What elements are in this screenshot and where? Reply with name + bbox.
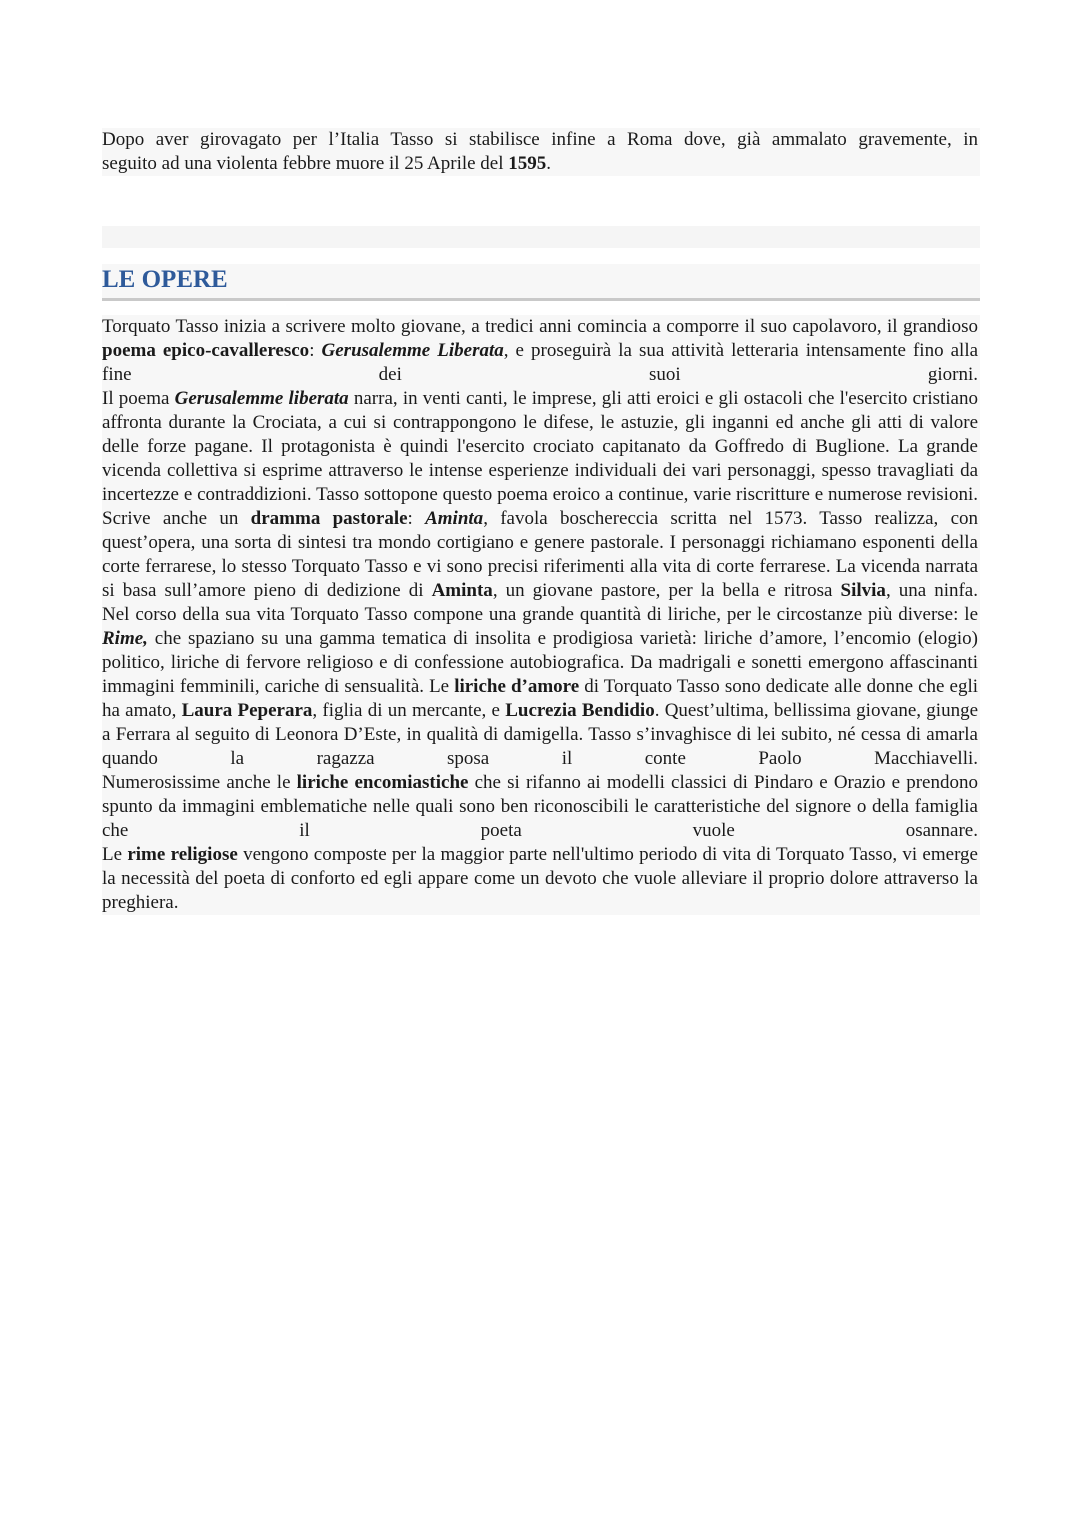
paragraph-rime: Nel corso della sua vita Torquato Tasso compone una grande quantità di liriche, per le circostanze più diverse: le Rime, che spaziano su una gamma tematica di insolita e prodigiosa varietà: liriche d’amore, l’encomio (elogio) politico, liriche di fervore religioso e di confessione autobiografica. Da madrigali e sonetti emergono affascinanti immagini femminili, cariche di sensualità. Le liriche d’amore di Torquato Tasso sono dedicate alle donne che egli ha amato, Laura Peperara, figlia di un mercante, e Lucrezia Bendidio. Quest’ultima, bellissima giovane, giunge a Ferrara al seguito di Leonora D’Este, in qualità di damigella. Tasso s’invaghisce di lei subito, né cessa di amarla quando la ragazza sposa il conte Paolo Macchiavelli. [102, 604, 979, 769]
intro-line-2: seguito ad una violenta febbre muore il 25 Aprile del 1595. [102, 153, 552, 174]
term-liriche-amore: liriche d’amore [454, 676, 580, 697]
paragraph-encomiastiche: Numerosissime anche le liriche encomiastiche che si rifanno ai modelli classici di Pindaro e Orazio e prendono spunto da immagini emblematiche nelle quali sono ben riconoscibili le caratteristiche del signore o della famiglia che il poeta vuole osannare. [102, 772, 978, 841]
name-aminta: Aminta [431, 580, 493, 601]
paragraph-gerusalemme-intro: Torquato Tasso inizia a scrivere molto giovane, a tredici anni comincia a comporre il suo capolavoro, il grandioso poema epico-cavalleresco: Gerusalemme Liberata, e proseguirà la sua attività letteraria intensamente fino alla fine dei suoi giorni. [102, 316, 979, 385]
death-year: 1595 [508, 153, 547, 174]
name-silvia: Silvia [840, 580, 886, 601]
separator-band [102, 226, 980, 248]
genre-pastoral: dramma pastorale [250, 508, 408, 529]
title-gerusalemme: Gerusalemme Liberata [321, 340, 504, 361]
term-liriche-encomiastiche: liriche encomiastiche [296, 772, 469, 793]
genre-epic: poema epico-cavalleresco [102, 340, 310, 361]
intro-line-1: Dopo aver girovagato per l’Italia Tasso si stabilisce infine a Roma dove, già ammalato gravemente, in [102, 129, 978, 150]
term-rime-religiose: rime religiose [127, 844, 238, 865]
intro-paragraph [102, 128, 980, 176]
name-lucrezia-bendidio: Lucrezia Bendidio [505, 700, 655, 721]
paragraph-aminta: Scrive anche un dramma pastorale: Aminta, favola boschereccia scritta nel 1573. Tasso realizza, con quest’opera, una sorta di sintesi tra mondo cortigiano e genere pastorale. I personaggi richiamano esponenti della corte ferrarese, lo stesso Torquato Tasso e vi sono precisi riferimenti alla vita di corte ferrarese. La vicenda narrata si basa sull’amore pieno di dedizione di Aminta, un giovane pastore, per la bella e ritrosa Silvia, una ninfa. [102, 508, 978, 601]
title-gerusalemme-liberata: Gerusalemme liberata [174, 388, 349, 409]
title-aminta: Aminta [425, 508, 484, 529]
title-rime: Rime, [102, 628, 148, 649]
name-laura-peperara: Laura Peperara [181, 700, 313, 721]
section-heading-bar [102, 264, 980, 301]
works-body [102, 315, 980, 915]
paragraph-gerusalemme-plot: Il poema Gerusalemme liberata narra, in venti canti, le imprese, gli atti eroici e gli ostacoli che l'esercito cristiano affronta durante la Crociata, a cui si contrappongono le difese, le astuzie, gli inganni ed anche gli atti di valore delle forze pagane. Il protagonista è quindi l'esercito crociato capitanato da Goffredo di Buglione. La grande vicenda collettiva si esprime attraverso le intense esperienze individuali dei vari personaggi, spesso travagliati da incertezze e contraddizioni. Tasso sottopone questo poema eroico a continue, varie riscritture e numerose revisioni. [102, 388, 978, 505]
paragraph-rime-religiose: Le rime religiose vengono composte per la maggior parte nell'ultimo periodo di vita di Torquato Tasso, vi emerge la necessità del poeta di conforto ed egli appare come un devoto che vuole alleviare il proprio dolore attraverso la preghiera. [102, 844, 978, 913]
section-title: LE OPERE [102, 266, 228, 293]
document-page [102, 128, 980, 915]
